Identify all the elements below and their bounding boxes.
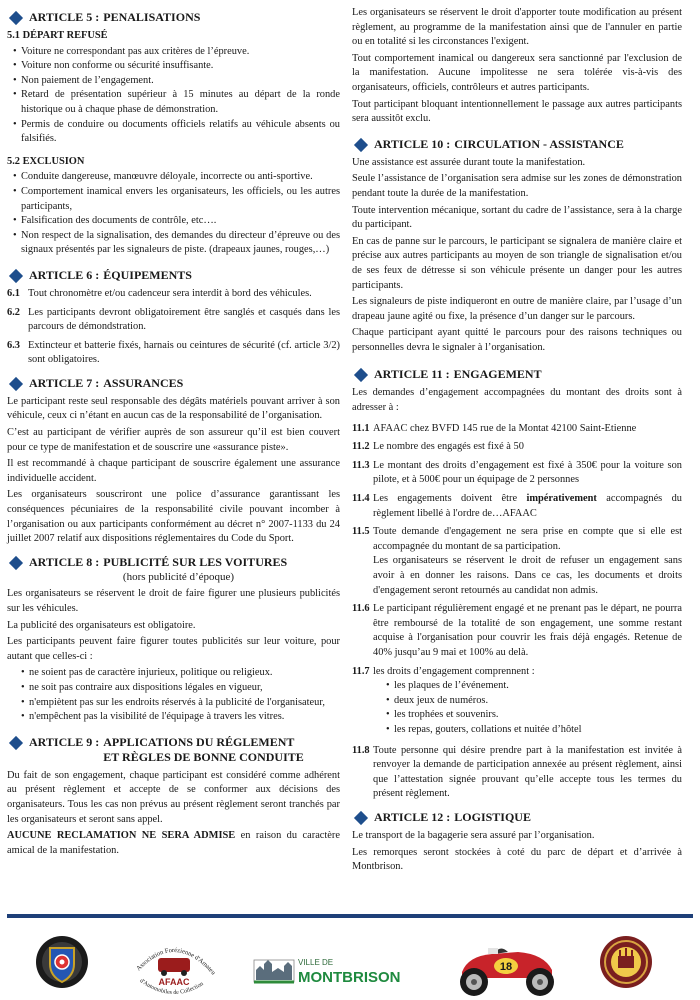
paragraph: Une assistance est assurée durant toute la manifestation. [352, 156, 586, 168]
afaac-bottom-text: d'Automobiles de Collection [138, 978, 205, 997]
item-text: Toute personne qui désire prendre part à la manifestation est invitée à renvoyer la demande de participation annexée au présent règlement, ainsi que l’attestation signée prouvant qu’elle accepte tous les termes du présent règlement. [373, 744, 682, 800]
item-text [373, 492, 682, 521]
article-11-heading [352, 367, 682, 382]
diamond-icon [9, 377, 23, 391]
numbered-item [352, 422, 682, 437]
article-title [103, 735, 304, 765]
numbered-item [352, 459, 682, 488]
diamond-icon [9, 11, 23, 25]
paragraph: Les organisateurs se réservent le droit d'apporter toute modification au présent règlement, au programme de la manifestation ainsi que de l'annuler en partie ou en totalité si les circonstances l'exigent. [352, 7, 682, 48]
list-item: • les trophées et souvenirs. [352, 708, 682, 723]
club-emblem-logo [598, 934, 654, 990]
article-9-heading [7, 735, 340, 765]
footer-logos [0, 914, 700, 1000]
item-number: 11.7 [352, 665, 370, 677]
item-number: 11.8 [352, 744, 370, 756]
article-number: ARTICLE 5 : [29, 10, 100, 24]
right-column [352, 6, 682, 880]
item-number: 6.2 [7, 306, 20, 318]
article-title: ÉQUIPEMENTS [103, 267, 192, 282]
item-number: 6.1 [7, 287, 20, 299]
list-item: • Falsification des documents de contrôle, etc…. [7, 214, 340, 229]
bold-notice: AUCUNE RECLAMATION NE SERA ADMISE [7, 830, 236, 842]
article-11 [352, 367, 682, 801]
publicite-list [15, 666, 340, 724]
exclusion-list [7, 170, 340, 258]
list-item: • Voiture ne correspondant pas aux critères de l’épreuve. [7, 45, 340, 60]
item-number: 11.2 [352, 441, 370, 453]
item-number: 11.4 [352, 493, 370, 505]
article-5-heading [7, 10, 340, 25]
article-title: PENALISATIONS [103, 10, 201, 24]
numbered-item [352, 440, 682, 455]
diamond-icon [354, 368, 368, 382]
list-item: • Voiture non conforme ou sécurité insuffisante. [7, 59, 340, 74]
item-number: 11.5 [352, 526, 370, 538]
item-text [373, 525, 682, 598]
paragraph: Tout comportement inamical ou dangereux sera sanctionné par l'exclusion de la manifestation. Aucune impolitesse ne sera tolérée vis-à-vis des organisateurs, officiels, contrôleurs et autres participants. [352, 52, 682, 93]
item-text: Les participants devront obligatoirement être sanglés et casqués dans les parcours de démondstration. [28, 306, 340, 333]
article-title: ENGAGEMENT [453, 367, 542, 382]
item-text: Tout chronomètre et/ou cadenceur sera interdit à bord des véhicules. [28, 287, 312, 299]
numbered-item [352, 525, 682, 598]
list-item: • Comportement inamical envers les organisateurs, les officiels, ou les autres participants, [7, 185, 340, 214]
article-number: ARTICLE 8 : [29, 554, 100, 569]
afaac-arc-text: Association Forézienne d'Amateu [135, 946, 217, 977]
droits-list [352, 679, 682, 737]
paragraph: Seule l’assistance de l’organisation sera admise sur les zones de démonstration pendant toute la durée de la manifestation. [352, 173, 682, 199]
list-item: • les repas, gouters, collations et nuitée d’hôtel [352, 723, 682, 738]
list-item: • ne soient pas de caractère injurieux, politique ou religieux. [15, 666, 340, 681]
list-item: • les plaques de l’événement. [352, 679, 682, 694]
paragraph: En cas de panne sur le parcours, le participant se signalera de manière claire et précise aux autres participants au moyen de son triangle de signalisation et/ou de ses feux de détresse si son véhicule présente un danger pour les autres participants. [352, 235, 682, 291]
list-item: • Non respect de la signalisation, des demandes du directeur d’épreuve ou des signaux présentés par les signaleurs de piste. (drapeaux jaunes, rouges,…) [7, 229, 340, 258]
item-number: 11.6 [352, 603, 370, 615]
numbered-item [352, 492, 682, 521]
paragraph: Toute intervention mécanique, sortant du cadre de l’assistance, sera à la charge du participant. [352, 204, 682, 231]
article-number: ARTICLE 9 : [29, 734, 100, 749]
article-5 [7, 10, 340, 258]
ville-de-text: VILLE DE [298, 958, 334, 967]
list-item: • n'empiètent pas sur les endroits réservés à la publicité de l'organisateur, [15, 696, 340, 711]
article-12 [352, 810, 682, 875]
footer-divider [7, 914, 693, 918]
article-7 [7, 376, 340, 547]
list-item: • Permis de conduire ou documents officiels relatifs au véhicule absents ou falsifiés. [7, 118, 340, 147]
paragraph: Les signaleurs de piste indiqueront en outre de manière claire, par l’usage d’un drapeau jaune agité ou fixe, la présence d’un danger sur le parcours. [352, 296, 682, 322]
diamond-icon [9, 736, 23, 750]
item-text: Le montant des droits d’engagement est fixé à 350€ pour la voiture son pilote, et à 500€ pour un équipage de 2 personnes [373, 459, 682, 486]
article-number: ARTICLE 12 : [374, 809, 451, 824]
item-text: Extincteur et batterie fixés, harnais ou ceintures de sécurité (cf. article 3/2) sont obligatoires. [28, 339, 340, 366]
paragraph: Il est recommandé à chaque participant de souscrire également une assurance individuelle accident. [7, 458, 340, 484]
article-10 [352, 137, 682, 356]
article-number: ARTICLE 6 : [29, 267, 100, 282]
subsection-heading: 5.1 DÉPART REFUSÉ [7, 30, 108, 41]
car-number: 18 [499, 961, 513, 973]
diamond-icon [354, 811, 368, 825]
paragraph: Toute demande d'engagement ne sera prise en compte que si elle est accompagnée du montant de sa participation. [373, 526, 682, 552]
paragraph: La publicité des organisateurs est obligatoire. [7, 619, 196, 631]
article-subtitle: (hors publicité d’époque) [122, 570, 235, 583]
article-10-heading [352, 137, 682, 152]
item-text: les droits d’engagement comprennent : [373, 665, 535, 677]
numbered-item [7, 287, 340, 302]
montbrison-text: MONTBRISON [298, 969, 400, 986]
subsection-heading: 5.2 EXCLUSION [7, 155, 85, 167]
paragraph [7, 829, 340, 858]
article-title: PUBLICITÉ SUR LES VOITURES [103, 554, 288, 569]
article-8 [7, 555, 340, 725]
numbered-item [352, 602, 682, 660]
diamond-icon [9, 556, 23, 570]
list-item: • n'empêchent pas la visibilité de l'équipage à travers les vitres. [15, 710, 340, 725]
paragraph: Du fait de son engagement, chaque participant est considéré comme adhérent au présent règlement et accepte de se conformer aux décisions des organisateurs. Tous les cas non prévus au présent règlement seront tranchés par les organisateurs et seront sans appel. [7, 769, 340, 825]
item-number: 11.3 [352, 459, 370, 471]
item-text: Le nombre des engagés est fixé à 50 [373, 441, 524, 453]
article-6-heading [7, 268, 340, 283]
afaac-name: AFAAC [158, 977, 190, 987]
numbered-item [7, 306, 340, 335]
article-number: ARTICLE 7 : [29, 375, 100, 390]
paragraph-text: en raison du caractère amical de la manifestation. [7, 830, 340, 856]
diamond-icon [354, 138, 368, 152]
club-shield-logo [34, 934, 90, 990]
numbered-item [7, 339, 340, 368]
diamond-icon [9, 269, 23, 283]
article-12-heading [352, 810, 682, 825]
article-8-heading [7, 555, 340, 570]
article-title: ASSURANCES [103, 375, 184, 390]
paragraph: Chaque participant ayant quitté le parcours pour des raisons techniques ou personnelles devra le signaler à l’organisation. [352, 327, 682, 353]
item-text: AFAAC chez BVFD 145 rue de la Montat 42100 Saint-Etienne [373, 422, 637, 434]
paragraph: Les organisateurs souscriront une police d’assurance garantissant les conséquences pécuniaires de la responsabilité civile pouvant incomber à l’organisation ou aux participants conformément au décret n° 2007-1133 du 24 juillet 2007 relatif aux dispositions réglementaires du Code du Sport. [7, 489, 340, 545]
numbered-item [352, 744, 682, 802]
article-7-heading [7, 376, 340, 391]
title-line-2: ET RÈGLES DE BONNE CONDUITE [103, 749, 304, 764]
list-item: • Conduite dangereuse, manœuvre déloyale, incorrecte ou anti-sportive. [7, 170, 340, 185]
article-number: ARTICLE 10 : [374, 136, 451, 151]
item-text: Le participant régulièrement engagé et ne prenant pas le départ, ne pourra être remboursé de la totalité de son engagement, une somme restant acquise à l'organisation pour couvrir les frais déjà engagés. Retenue de 40% jusqu’au 9 mai et 100% au delà. [373, 603, 682, 658]
paragraph: Le participant reste seul responsable des dégâts matériels pouvant arriver à son véhicule, ceux ci n’étant en aucun cas de la responsabilité de l’organisation. [7, 395, 340, 422]
montbrison-logo [250, 952, 400, 988]
list-item: • Retard de présentation supérieur à 15 minutes au départ de la ronde historique ou à chaque phase de démonstration. [7, 88, 340, 117]
depart-refuse-list [7, 45, 340, 147]
article-9-continued [352, 6, 682, 127]
article-6 [7, 268, 340, 368]
paragraph: Les participants peuvent faire figurer toutes publicités sur leur voiture, pour autant que celles-ci : [7, 636, 340, 662]
list-item: • ne soit pas contraire aux dispositions légales en vigueur, [15, 681, 340, 696]
numbered-item [352, 665, 682, 680]
article-title: LOGISTIQUE [454, 809, 531, 824]
article-title: CIRCULATION - ASSISTANCE [454, 136, 624, 151]
list-item: • deux jeux de numéros. [352, 694, 682, 709]
emphasis: impérativement [526, 493, 597, 505]
item-text-part: Les engagements doivent être [373, 493, 527, 505]
item-number: 11.1 [352, 422, 370, 434]
left-column [7, 6, 340, 863]
paragraph: Les demandes d’engagement accompagnées du montant des droits sont à adresser à : [352, 387, 682, 414]
list-item: • Non paiement de l’engagement. [7, 74, 340, 89]
afaac-logo [128, 928, 220, 1000]
paragraph: Les remorques seront stockées à coté du parc de départ et d’arrivée à Montbrison. [352, 846, 682, 873]
paragraph: Les organisateurs se réservent le droit de refuser un engagement sans avoir à en donner les raisons. Dans ce cas, les documents et droits d'engagement seront retournés au candidat non admis. [373, 555, 682, 596]
item-text-part: accompagnés du règlement libellé à l'ordre de…AFAAC [373, 493, 682, 519]
race-car-illustration [448, 934, 566, 1000]
item-number: 6.3 [7, 339, 20, 351]
paragraph: C’est au participant de vérifier auprès de son assureur qu’il est bien couvert pour ce type de manifestation et de souscrire une «assurance piste». [7, 427, 340, 453]
paragraph: Tout participant bloquant intentionnellement le passage aux autres participants sera aussitôt exclu. [352, 98, 682, 125]
article-number: ARTICLE 11 : [374, 367, 450, 382]
paragraph: Le transport de la bagagerie sera assuré par l’organisation. [352, 829, 595, 841]
title-line-1: APPLICATIONS DU RÉGLEMENT [103, 734, 295, 749]
paragraph: Les organisateurs se réservent le droit de faire figurer une plusieurs publicités sur les véhicules. [7, 588, 340, 614]
article-9 [7, 735, 340, 859]
